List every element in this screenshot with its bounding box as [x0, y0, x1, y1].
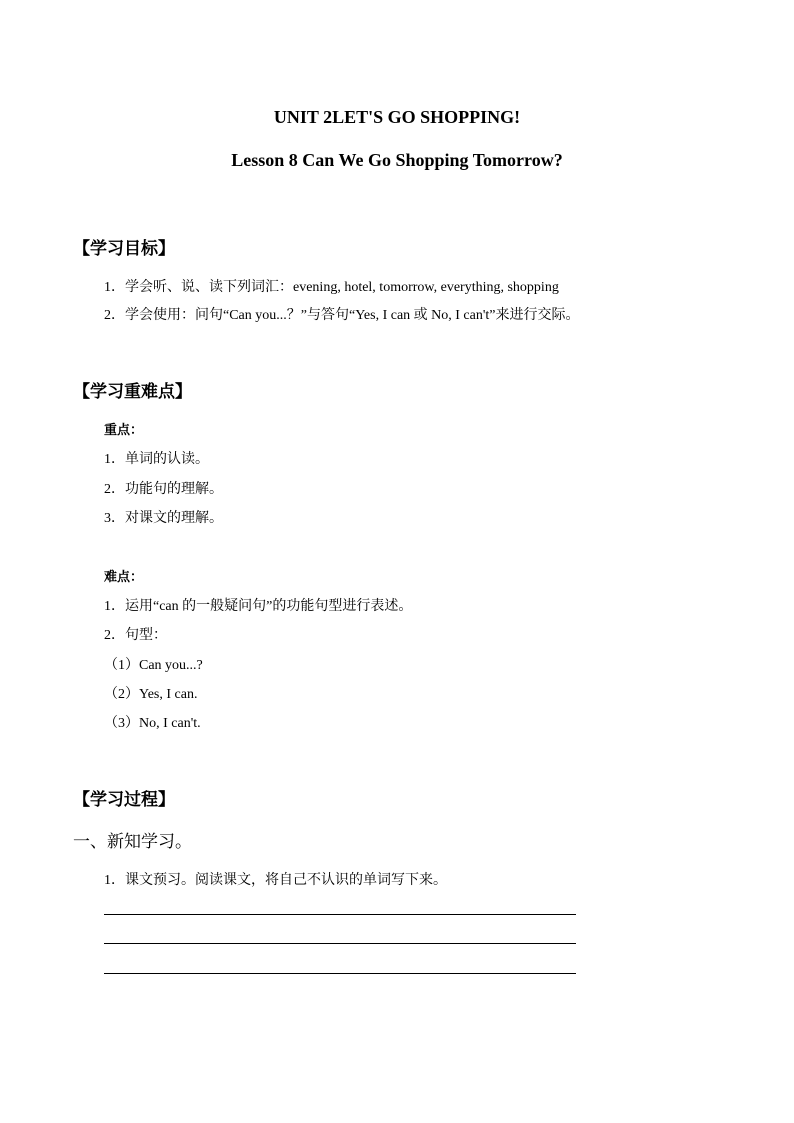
- difficulty-label: 难点：: [104, 569, 144, 584]
- step1-text: 1．课文预习。阅读课文，将自己不认识的单词写下来。: [104, 873, 447, 888]
- focus-label: 重点：: [104, 422, 144, 437]
- focus-item-3: 3．对课文的理解。: [104, 511, 223, 526]
- part1-title: 一、新知学习。: [73, 832, 192, 851]
- focus-item-2: 2．功能句的理解。: [104, 482, 223, 497]
- lesson-title: Lesson 8 Can We Go Shopping Tomorrow?: [231, 150, 563, 170]
- goal-item-2: 2．学会使用：问句“Can you...？”与答句“Yes, I can 或 No, I can't”来进行交际。: [104, 308, 580, 323]
- difficulty-item-1: 1．运用“can 的一般疑问句”的功能句型进行表述。: [104, 599, 413, 614]
- goals-heading: 【学习目标】: [73, 239, 175, 258]
- pattern-2: （2）Yes, I can.: [104, 687, 198, 702]
- goal-item-1: 1．学会听、说、读下列词汇：evening, hotel, tomorrow, everything, shopping: [104, 280, 559, 295]
- answer-line[interactable]: [104, 914, 576, 915]
- focus-item-1: 1．单词的认读。: [104, 452, 209, 467]
- pattern-1: （1）Can you...?: [104, 658, 203, 673]
- answer-line[interactable]: [104, 973, 576, 974]
- unit-title: UNIT 2LET'S GO SHOPPING!: [273, 107, 521, 127]
- process-heading: 【学习过程】: [73, 790, 175, 809]
- difficulty-item-2: 2．句型：: [104, 628, 167, 643]
- answer-line[interactable]: [104, 943, 576, 944]
- key-points-heading: 【学习重难点】: [73, 382, 192, 401]
- pattern-3: （3）No, I can't.: [104, 716, 201, 731]
